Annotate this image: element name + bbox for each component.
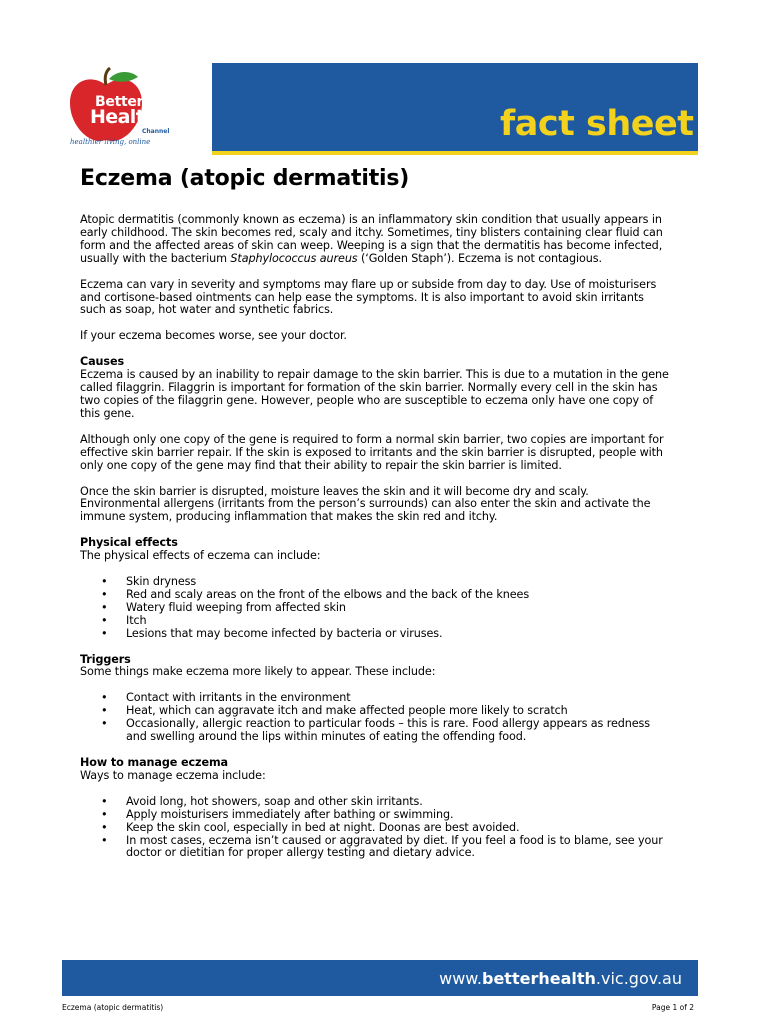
causes-paragraph-2: Although only one copy of the gene is required to form a normal skin barrier, two copies are important for effective skin barrier repair. If the skin is exposed to irritants and the skin barrier is disrupted, people with only one copy of the gene may find that their ability to repair the skin barrier is limited. xyxy=(80,432,664,472)
list-item: • Lesions that may become infected by bacteria or viruses. xyxy=(126,628,670,641)
physical-effects-heading: Physical effects xyxy=(80,536,178,550)
article-body xyxy=(80,214,670,873)
footer-website-link[interactable]: www.betterhealth.vic.gov.au xyxy=(439,969,682,988)
logo-tagline: healthier living, online xyxy=(70,138,151,146)
causes-heading: Causes xyxy=(80,355,125,369)
manage-list xyxy=(80,796,670,861)
list-item: • Keep the skin cool, especially in bed at night. Doonas are best avoided. xyxy=(126,822,670,835)
intro-paragraph-3: If your eczema becomes worse, see your doctor. xyxy=(80,329,347,343)
causes-paragraph-3: Once the skin barrier is disrupted, moisture leaves the skin and it will become dry and scaly. Environmental allergens (irritants from the person’s surrounds) can also enter the skin and activate the immune system, producing inflammation that makes the skin red and itchy. xyxy=(80,484,651,524)
intro-paragraph-2: Eczema can vary in severity and symptoms may flare up or subside from day to day. Use of moisturisers and cortisone-based ointments can help ease the symptoms. It is also important to avoid skin irritants such as soap, hot water and synthetic fabrics. xyxy=(80,277,657,317)
list-item: • Skin dryness xyxy=(126,576,670,589)
manage-intro: Ways to manage eczema include: xyxy=(80,768,266,782)
list-item: • In most cases, eczema isn’t caused or aggravated by diet. If you feel a food is to blame, see your doctor or dietitian for proper allergy testing and dietary advice. xyxy=(126,835,670,861)
page-title: Eczema (atopic dermatitis) xyxy=(80,166,410,191)
list-item: • Heat, which can aggravate itch and make affected people more likely to scratch xyxy=(126,705,670,718)
triggers-list xyxy=(80,692,670,744)
physical-effects-intro: The physical effects of eczema can include: xyxy=(80,549,321,563)
list-item: • Apply moisturisers immediately after bathing or swimming. xyxy=(126,809,670,822)
triggers-intro: Some things make eczema more likely to appear. These include: xyxy=(80,665,436,679)
list-item: • Red and scaly areas on the front of the elbows and the back of the knees xyxy=(126,589,670,602)
manage-heading: How to manage eczema xyxy=(80,756,228,769)
footer-page-number: Page 1 of 2 xyxy=(651,1003,694,1012)
logo-text-health: Health xyxy=(90,106,158,128)
triggers-heading: Triggers xyxy=(80,652,131,666)
list-item: • Itch xyxy=(126,615,670,628)
list-item: • Watery fluid weeping from affected skin xyxy=(126,602,670,615)
causes-paragraph-1: Eczema is caused by an inability to repair damage to the skin barrier. This is due to a mutation in the gene called filaggrin. Filaggrin is important for formation of the skin barrier. Normally every cell in the skin has two copies of the filaggrin gene. However, people who are susceptible to eczema only have one copy of this gene. xyxy=(80,368,669,420)
list-item: • Occasionally, allergic reaction to particular foods – this is rare. Food allergy appears as redness and swelling around the lips within minutes of eating the offending food. xyxy=(126,718,670,744)
footer-document-name: Eczema (atopic dermatitis) xyxy=(62,1003,164,1012)
fact-sheet-label: fact sheet xyxy=(500,104,694,144)
physical-effects-list xyxy=(80,576,670,641)
logo-text-channel: Channel xyxy=(142,128,170,135)
bacterium-name: Staphylococcus aureus xyxy=(230,251,358,265)
logo-text-better: Better xyxy=(95,94,144,110)
intro-paragraph-1: Atopic dermatitis (commonly known as eczema) is an inflammatory skin condition that usually appears in early childhood. The skin becomes red, scaly and itchy. Sometimes, tiny blisters containing clear fluid can form and the affected areas of skin can weep. Weeping is a sign that the dermatitis has become infected, usually with the bacterium Staphylococcus aureus (‘Golden Staph’). Eczema is not contagious. xyxy=(80,213,663,265)
list-item: • Avoid long, hot showers, soap and other skin irritants. xyxy=(126,796,670,809)
list-item: • Contact with irritants in the environment xyxy=(126,692,670,705)
